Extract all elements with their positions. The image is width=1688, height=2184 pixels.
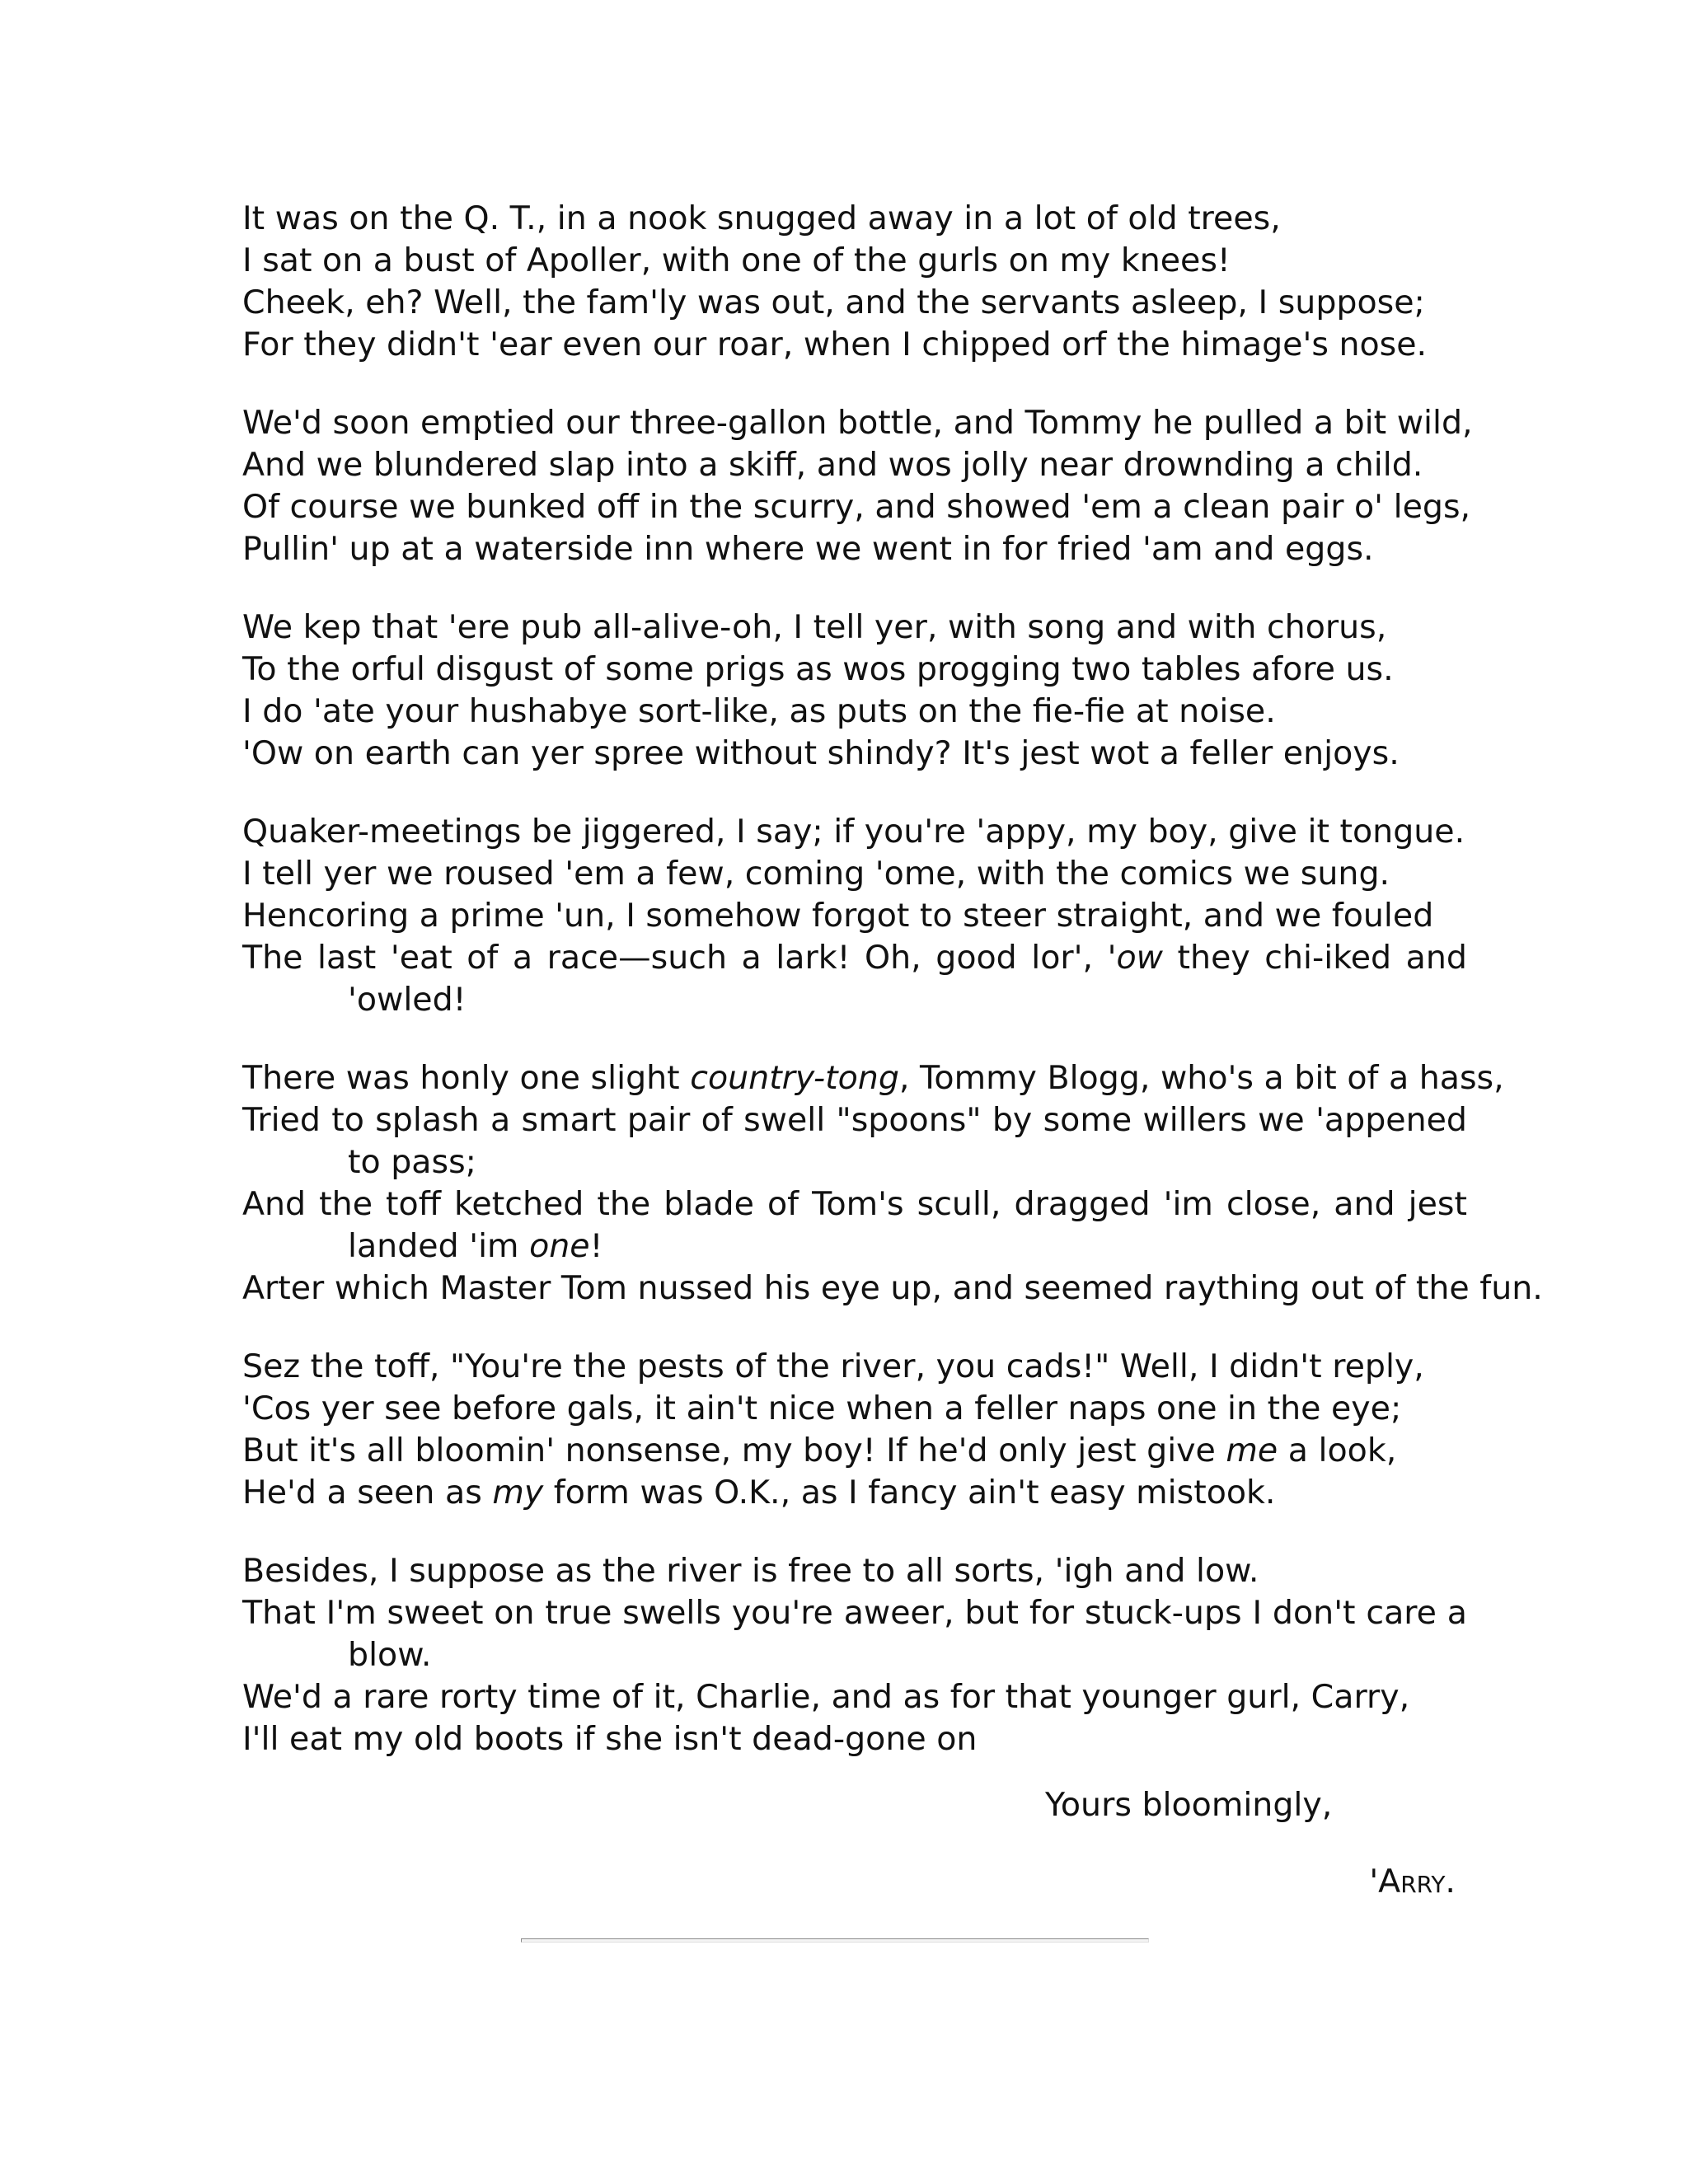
verse-text: He'd a seen as	[242, 1474, 493, 1511]
verse-line: That I'm sweet on true swells you're aweer, but for stuck-ups I don't care a blow.	[242, 1594, 1467, 1674]
emphasis-text: one	[529, 1227, 590, 1265]
verse-line: To the orful disgust of some prigs as wos progging two tables afore us.	[242, 650, 1394, 688]
verse-text: a look,	[1278, 1432, 1397, 1469]
emphasis-text: 'ow	[1107, 939, 1163, 977]
verse-line: Hencoring a prime 'un, I somehow forgot to steer straight, and we fouled	[242, 897, 1434, 935]
verse-line: Tried to splash a smart pair of swell "spoons" by some willers we 'appened to pass;	[242, 1101, 1467, 1181]
stanza-7	[242, 1550, 1467, 1760]
verse-line: I'll eat my old boots if she isn't dead-gone on	[242, 1720, 978, 1758]
verse-line: Pullin' up at a waterside inn where we went in for fried 'am and eggs.	[242, 530, 1374, 568]
verse-line	[242, 1472, 1467, 1514]
verse-text: !	[589, 1227, 603, 1265]
verse-line: 'Ow on earth can yer spree without shindy? It's jest wot a feller enjoys.	[242, 734, 1400, 772]
horizontal-rule	[521, 1938, 1149, 1943]
verse-text: And the toff ketched the blade of Tom's scull, dragged 'im close, and jest landed 'im	[242, 1185, 1467, 1265]
verse-line: 'Cos yer see before gals, it ain't nice when a feller naps one in the eye;	[242, 1390, 1402, 1427]
verse-line: It was on the Q. T., in a nook snugged away in a lot of old trees,	[242, 199, 1281, 237]
stanza-5	[242, 1057, 1543, 1310]
verse-line: I do 'ate your hushabye sort-like, as puts on the fie-fie at noise.	[242, 692, 1276, 730]
verse-text: , Tommy Blogg, who's a bit of a hass,	[898, 1059, 1504, 1097]
verse-line: We'd soon emptied our three-gallon bottle, and Tommy he pulled a bit wild,	[242, 404, 1473, 442]
stanza-3	[242, 607, 1467, 775]
verse-line: We'd a rare rorty time of it, Charlie, and as for that younger gurl, Carry,	[242, 1678, 1410, 1716]
verse-line: For they didn't 'ear even our roar, when I chipped orf the himage's nose.	[242, 326, 1428, 363]
verse-text: There was honly one slight	[242, 1059, 691, 1097]
verse-line	[242, 1057, 1504, 1099]
signoff: Yours bloomingly,	[1045, 1786, 1333, 1824]
stanza-2	[242, 402, 1473, 570]
verse-line: I sat on a bust of Apoller, with one of the gurls on my knees!	[242, 241, 1231, 279]
verse-line: Besides, I suppose as the river is free to all sorts, 'igh and low.	[242, 1552, 1259, 1590]
verse-text: form was O.K., as I fancy ain't easy mistook.	[543, 1474, 1276, 1511]
stanza-1	[242, 198, 1467, 366]
signature: 'Arry.	[1369, 1863, 1456, 1900]
verse-line: We kep that 'ere pub all-alive-oh, I tell yer, with song and with chorus,	[242, 608, 1387, 646]
emphasis-text: country-tong	[690, 1059, 899, 1097]
verse-line: I tell yer we roused 'em a few, coming 'ome, with the comics we sung.	[242, 855, 1390, 893]
verse-line: Quaker-meetings be jiggered, I say; if you're 'appy, my boy, give it tongue.	[242, 813, 1465, 851]
emphasis-text: my	[492, 1474, 544, 1511]
verse-line	[242, 937, 1467, 1021]
emphasis-text: me	[1226, 1432, 1278, 1469]
stanza-6	[242, 1346, 1467, 1514]
verse-line: Arter which Master Tom nussed his eye up, and seemed raything out of the fun.	[242, 1269, 1543, 1307]
verse-line: Of course we bunked off in the scurry, and showed 'em a clean pair o' legs,	[242, 488, 1471, 526]
verse-line: Cheek, eh? Well, the fam'ly was out, and the servants asleep, I suppose;	[242, 284, 1425, 321]
verse-line: Sez the toff, "You're the pests of the river, you cads!" Well, I didn't reply,	[242, 1347, 1424, 1385]
verse-line	[242, 1430, 1467, 1472]
stanza-4	[242, 811, 1467, 1021]
verse-text: The last 'eat of a race—such a lark! Oh, good lor',	[242, 939, 1108, 977]
poem-body	[242, 198, 1543, 1797]
verse-line	[242, 1183, 1467, 1268]
verse-text: But it's all bloomin' nonsense, my boy! If he'd only jest give	[242, 1432, 1226, 1469]
verse-text: they chi-iked and 'owled!	[348, 939, 1467, 1019]
verse-line: And we blundered slap into a skiff, and wos jolly near drownding a child.	[242, 446, 1423, 484]
